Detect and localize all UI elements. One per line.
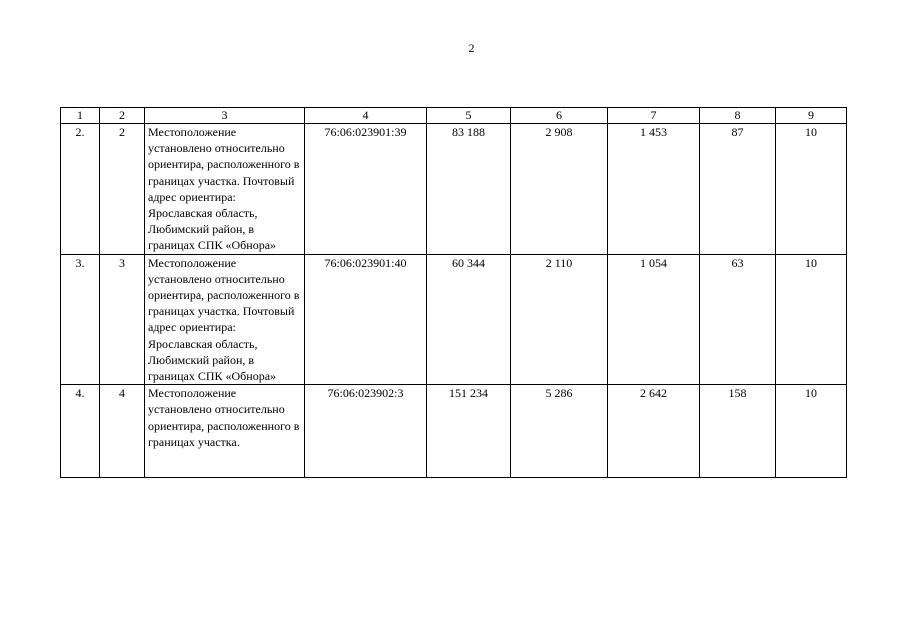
row-number-cell: 3. <box>61 254 100 385</box>
value-cell: 2 110 <box>511 254 608 385</box>
value-cell: 87 <box>700 124 776 255</box>
value-cell: 63 <box>700 254 776 385</box>
column-header: 7 <box>608 108 700 124</box>
value-cell: 1 054 <box>608 254 700 385</box>
plot-number-cell: 3 <box>100 254 145 385</box>
table-row <box>61 254 847 385</box>
area-cell: 83 188 <box>427 124 511 255</box>
cadastral-number-cell: 76:06:023902:3 <box>305 385 427 478</box>
plot-number-cell: 2 <box>100 124 145 255</box>
cadastral-number-cell: 76:06:023901:40 <box>305 254 427 385</box>
column-header: 6 <box>511 108 608 124</box>
location-cell: Местоположение установлено относительно ориентира, расположенного в границах участка. Почтовый адрес ориентира: Ярославская область, Любимский район, в границах СПК «Обнора» <box>145 254 305 385</box>
column-header: 4 <box>305 108 427 124</box>
value-cell: 2 908 <box>511 124 608 255</box>
table-row <box>61 124 847 255</box>
value-cell: 10 <box>776 254 847 385</box>
column-header: 2 <box>100 108 145 124</box>
row-number-cell: 4. <box>61 385 100 478</box>
table-header-row <box>61 108 847 124</box>
value-cell: 10 <box>776 124 847 255</box>
value-cell: 10 <box>776 385 847 478</box>
area-cell: 60 344 <box>427 254 511 385</box>
column-header: 1 <box>61 108 100 124</box>
column-header: 8 <box>700 108 776 124</box>
location-cell <box>145 385 305 478</box>
column-header: 3 <box>145 108 305 124</box>
page-number: 2 <box>468 41 475 55</box>
location-cell: Местоположение установлено относительно ориентира, расположенного в границах участка. Почтовый адрес ориентира: Ярославская область, Любимский район, в границах СПК «Обнора» <box>145 124 305 255</box>
column-header: 5 <box>427 108 511 124</box>
cadastral-number-cell: 76:06:023901:39 <box>305 124 427 255</box>
value-cell: 1 453 <box>608 124 700 255</box>
location-text: Местоположение установлено относительно ориентира, расположенного в границах участка. <box>148 386 300 449</box>
plot-number-cell: 4 <box>100 385 145 478</box>
value-cell: 2 642 <box>608 385 700 478</box>
row-number-cell: 2. <box>61 124 100 255</box>
area-cell: 151 234 <box>427 385 511 478</box>
table-row <box>61 385 847 478</box>
column-header: 9 <box>776 108 847 124</box>
value-cell: 158 <box>700 385 776 478</box>
value-cell: 5 286 <box>511 385 608 478</box>
data-table <box>60 107 847 478</box>
